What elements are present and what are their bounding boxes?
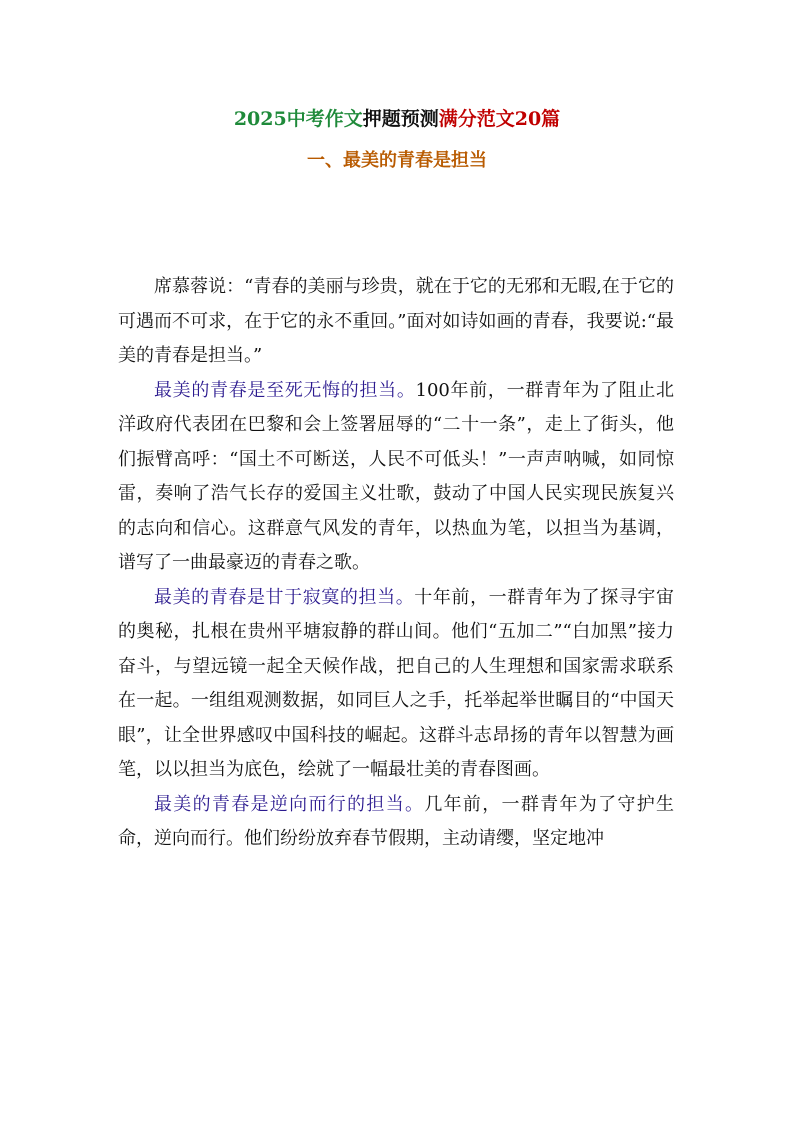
paragraph-text: 100年前，一群青年为了阻止北洋政府代表团在巴黎和会上签署屈辱的“二十一条”，走上了街头，他们振臂高呼：“国土不可断送，人民不可低头！”一声声呐喊，如同惊雷，奏响了浩气长存的爱国主义壮歌，鼓动了中国人民实现民族复兴的志向和信心。这群意气风发的青年，以热血为笔，以担当为基调，谱写了一曲最豪迈的青春之歌。 xyxy=(118,379,674,573)
paragraph-lead: 最美的青春是甘于寂寞的担当。 xyxy=(154,586,415,608)
title-part-1: 2025中考作文 xyxy=(233,108,363,130)
paragraph-3 xyxy=(118,581,674,788)
document-title xyxy=(0,106,794,132)
section-heading: 一、最美的青春是担当 xyxy=(307,150,487,171)
paragraph-1 xyxy=(118,270,674,374)
paragraph-lead: 最美的青春是逆向而行的担当。 xyxy=(154,793,425,815)
paragraph-2 xyxy=(118,374,674,581)
paragraph-text: 十年前，一群青年为了探寻宇宙的奥秘，扎根在贵州平塘寂静的群山间。他们“五加二”“白加黑”接力奋斗，与望远镜一起全天候作战，把自己的人生理想和国家需求联系在一起。一组组观测数据，如同巨人之手，托举起举世瞩目的“中国天眼”，让全世界感叹中国科技的崛起。这群斗志昂扬的青年以智慧为画笔，以以担当为底色，绘就了一幅最壮美的青春图画。 xyxy=(118,586,674,780)
paragraph-text: 席慕蓉说：“青春的美丽与珍贵，就在于它的无邪和无暇,在于它的可遇而不可求，在于它的永不重回。”面对如诗如画的青春，我要说:“最美的青春是担当。” xyxy=(118,276,674,366)
paragraph-4 xyxy=(118,788,674,857)
title-part-2: 押题预测 xyxy=(362,108,439,130)
paragraph-text: 几年前，一群青年为了守护生命，逆向而行。他们纷纷放弃春节假期，主动请缨，坚定地冲 xyxy=(118,793,675,849)
title-part-3: 满分范文20篇 xyxy=(438,108,561,130)
paragraph-lead: 最美的青春是至死无悔的担当。 xyxy=(154,379,416,401)
essay-body xyxy=(118,270,674,857)
